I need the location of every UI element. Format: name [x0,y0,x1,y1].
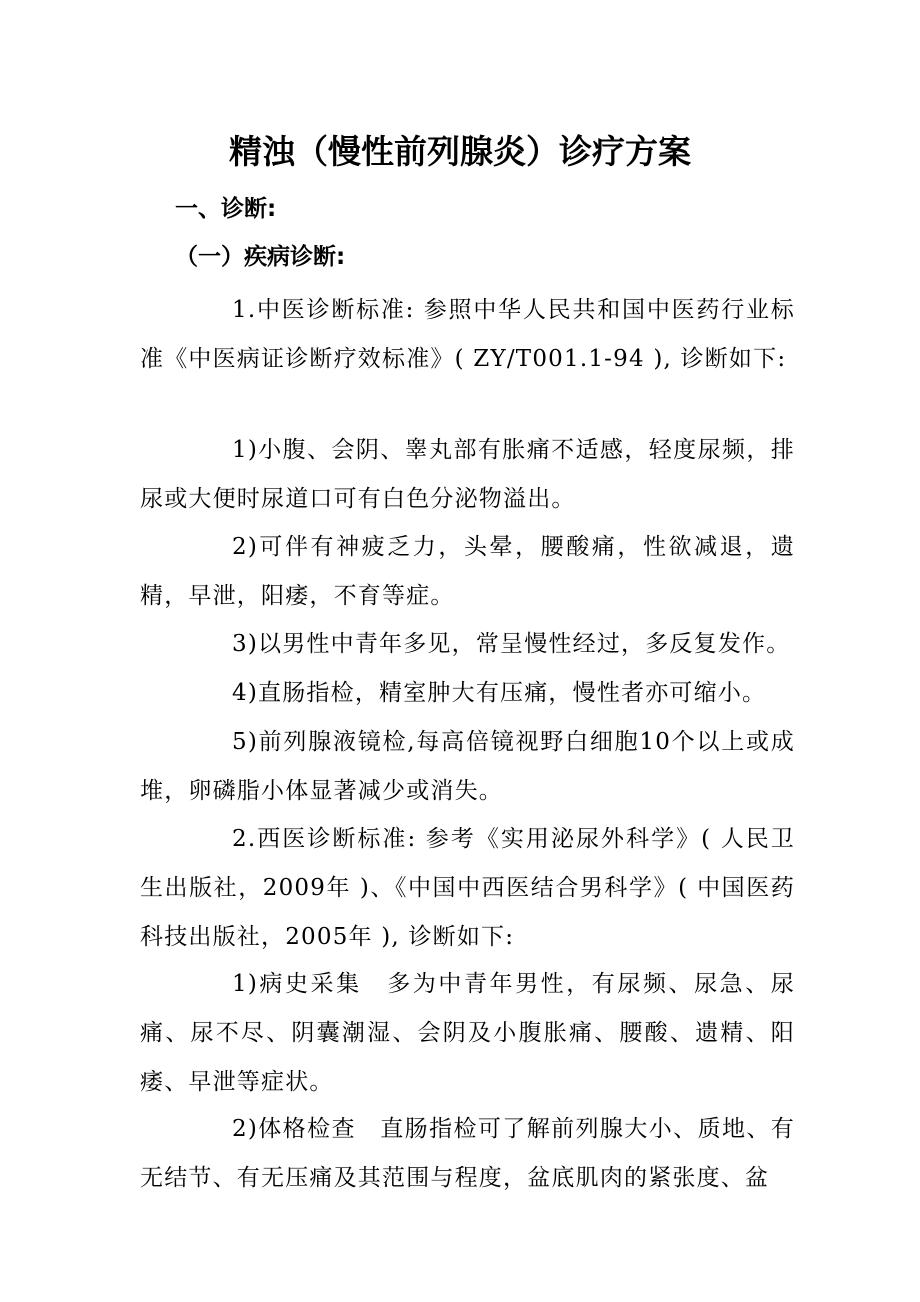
item-text: 直肠指检，精室肿大有压痛，慢性者亦可缩小。 [258,680,767,706]
document-title: 精浊（慢性前列腺炎）诊疗方案 [229,132,691,171]
item-number: 1) [232,971,259,997]
list-item [140,620,795,669]
section-heading-diagnosis: 一、诊断: [175,196,277,222]
list-item [140,960,795,1107]
item-number: 5) [232,729,259,755]
subsection-heading-disease-diagnosis: （一）疾病诊断: [175,244,346,270]
list-item [140,426,795,524]
item-number: 2) [232,534,259,560]
item-text: 前列腺液镜检,每高倍镜视野白细胞10个以上或成堆，卵磷脂小体显著减少或消失。 [140,729,795,804]
item-text: 可伴有神疲乏力，头晕，腰酸痛，性欲减退，遗精，早泄，阳痿，不育等症。 [140,534,795,609]
item-number: 1) [232,437,259,463]
item-text: 小腹、会阴、睾丸部有胀痛不适感，轻度尿频，排尿或大便时尿道口可有白色分泌物溢出。 [140,437,795,512]
list-item [140,718,795,816]
item-number: 4) [232,680,259,706]
paragraph-tcm-criteria [140,286,795,384]
paragraph-text: 西医诊断标准: 参考《实用泌尿外科学》( 人民卫生出版社，2009年 )、《中国中西医结合男科学》( 中国医药科技出版社，2005年 ), 诊断如下: [140,826,795,950]
list-item [140,1105,795,1203]
paragraph-number: 1. [232,297,257,323]
item-number: 3) [232,631,259,657]
paragraph-text: 中医诊断标准: 参照中华人民共和国中医药行业标准《中医病证诊断疗效标准》( ZY/T001.1-94 ), 诊断如下: [140,297,795,372]
paragraph-number: 2. [232,826,257,852]
paragraph-western-criteria [140,815,795,962]
item-text: 病史采集 多为中青年男性，有尿频、尿急、尿痛、尿不尽、阴囊潮湿、会阴及小腹胀痛、腰酸、遗精、阳痿、早泄等症状。 [140,971,795,1095]
item-number: 2) [232,1116,259,1142]
list-item [140,669,795,718]
list-item [140,523,795,621]
item-text: 以男性中青年多见，常呈慢性经过，多反复发作。 [258,631,791,657]
item-text: 体格检查 直肠指检可了解前列腺大小、质地、有无结节、有无压痛及其范围与程度，盆底肌肉的紧张度、盆 [140,1116,795,1191]
